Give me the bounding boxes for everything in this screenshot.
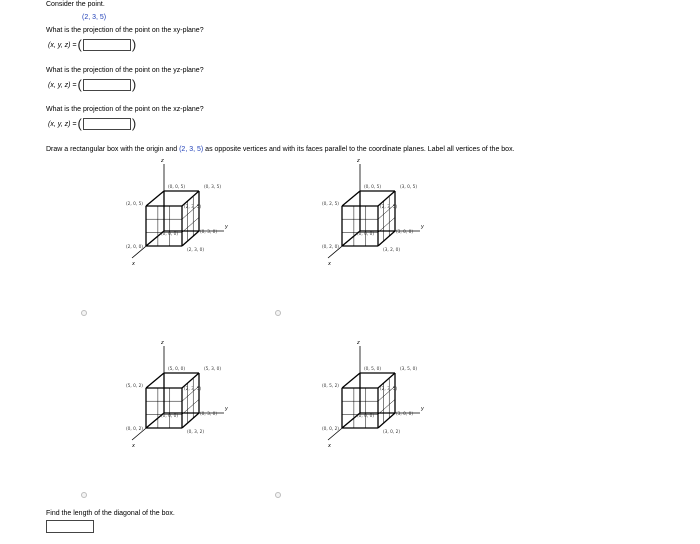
z-axis-label: z: [161, 158, 164, 164]
y-axis-label: y: [421, 406, 424, 412]
question-xy-prompt: What is the projection of the point on the xy-plane?: [46, 27, 204, 34]
vertex-label-bottom-front-right: (2, 3, 0): [187, 248, 205, 253]
yz-projection-input[interactable]: [83, 79, 131, 91]
vertex-label-bottom-back-right: (3, 0, 0): [396, 230, 414, 235]
vertex-label-top-back-left: (0, 5, 0): [364, 367, 382, 372]
box-edge: [182, 413, 199, 428]
vertex-label-bottom-back-left: (0, 0, 0): [161, 232, 179, 237]
z-axis-label: z: [357, 158, 360, 164]
box-edge: [146, 373, 164, 388]
box-diagram-svg: [300, 156, 440, 286]
vertex-label-top-front-left: (5, 0, 2): [125, 384, 143, 389]
vertex-label-bottom-front-left: (0, 0, 2): [321, 427, 339, 432]
given-point: (2, 3, 5): [82, 14, 107, 21]
vertex-label-bottom-back-left: (0, 0, 0): [357, 232, 375, 237]
right-paren: ): [131, 37, 137, 52]
vertex-label-top-front-right: (2, 3, 5): [380, 387, 398, 392]
y-axis-label: y: [225, 406, 228, 412]
vertex-label-bottom-front-left: (0, 2, 0): [321, 245, 339, 250]
vertex-label-top-back-right: (3, 0, 5): [400, 185, 418, 190]
x-axis-label: x: [132, 443, 135, 449]
box-option-2: [300, 156, 440, 286]
box-edge: [182, 373, 199, 388]
right-paren: ): [131, 77, 137, 92]
vertex-label-top-back-left: (0, 0, 5): [364, 185, 382, 190]
vertex-label-bottom-back-left: (0, 0, 0): [357, 414, 375, 419]
x-axis-label: x: [132, 261, 135, 267]
vertex-label-top-back-left: (5, 0, 0): [168, 367, 186, 372]
box-edge: [378, 191, 395, 206]
vertex-label-bottom-back-right: (0, 3, 0): [200, 230, 218, 235]
z-axis-label: z: [357, 340, 360, 346]
answer-row-xz: [48, 118, 137, 130]
answer-label: (x, y, z) =: [48, 81, 77, 89]
box-edge: [146, 191, 164, 206]
vertex-label-top-front-right: (2, 3, 5): [184, 387, 202, 392]
grid-line: [378, 217, 395, 232]
box-edge: [378, 413, 395, 428]
question-xz-prompt: What is the projection of the point on the xz-plane?: [46, 106, 204, 113]
xy-projection-input[interactable]: [83, 39, 131, 51]
vertex-label-top-back-right: (0, 3, 5): [204, 185, 222, 190]
vertex-label-top-front-left: (0, 5, 2): [321, 384, 339, 389]
answer-label: (x, y, z) =: [48, 41, 77, 49]
box-edge: [342, 373, 360, 388]
draw-instruction-point: (2, 3, 5): [179, 146, 204, 153]
box-edge: [378, 373, 395, 388]
grid-line: [182, 217, 199, 232]
box-option-4: [300, 338, 440, 468]
vertex-label-bottom-front-right: (3, 2, 0): [383, 248, 401, 253]
vertex-label-top-back-right: (3, 5, 0): [400, 367, 418, 372]
answer-row-xy: [48, 39, 137, 51]
box-edge: [182, 191, 199, 206]
left-paren: (: [77, 116, 82, 131]
box-diagram-svg: [300, 338, 440, 468]
grid-line: [378, 399, 395, 414]
draw-instruction-after: as opposite vertices and with its faces parallel to the coordinate planes. Label all vertices of the box.: [205, 146, 515, 153]
vertex-label-top-front-left: (0, 2, 5): [321, 202, 339, 207]
y-axis-label: y: [225, 224, 228, 230]
box-option-1: [104, 156, 244, 286]
box-edge: [182, 231, 199, 246]
z-axis-label: z: [161, 340, 164, 346]
grid-line: [182, 399, 199, 414]
question-yz-prompt: What is the projection of the point on the yz-plane?: [46, 67, 204, 74]
vertex-label-top-front-right: (2, 3, 5): [380, 205, 398, 210]
x-axis-label: x: [328, 443, 331, 449]
option-4-radio[interactable]: [275, 492, 281, 498]
vertex-label-top-back-right: (5, 3, 0): [204, 367, 222, 372]
left-paren: (: [77, 37, 82, 52]
vertex-label-top-front-left: (2, 0, 5): [125, 202, 143, 207]
diagonal-prompt: Find the length of the diagonal of the box.: [46, 510, 175, 517]
answer-label: (x, y, z) =: [48, 120, 77, 128]
box-option-3: [104, 338, 244, 468]
option-3-radio[interactable]: [81, 492, 87, 498]
option-2-radio[interactable]: [275, 310, 281, 316]
diagonal-length-input[interactable]: [46, 520, 94, 533]
answer-row-yz: [48, 79, 137, 91]
vertex-label-bottom-front-left: (2, 0, 0): [125, 245, 143, 250]
vertex-label-top-back-left: (0, 0, 5): [168, 185, 186, 190]
option-1-radio[interactable]: [81, 310, 87, 316]
vertex-label-bottom-front-right: (0, 3, 2): [187, 430, 205, 435]
vertex-label-bottom-front-right: (3, 0, 2): [383, 430, 401, 435]
xz-projection-input[interactable]: [83, 118, 131, 130]
x-axis-label: x: [328, 261, 331, 267]
vertex-label-bottom-back-right: (0, 3, 0): [200, 412, 218, 417]
right-paren: ): [131, 116, 137, 131]
box-edge: [342, 191, 360, 206]
vertex-label-top-front-right: (2, 3, 5): [184, 205, 202, 210]
y-axis-label: y: [421, 224, 424, 230]
draw-instruction: [46, 146, 515, 153]
box-diagram-svg: [104, 338, 244, 468]
vertex-label-bottom-back-left: (0, 0, 0): [161, 414, 179, 419]
box-edge: [378, 231, 395, 246]
vertex-label-bottom-front-left: (0, 0, 2): [125, 427, 143, 432]
intro-text: Consider the point.: [46, 1, 105, 8]
box-diagram-svg: [104, 156, 244, 286]
draw-instruction-before: Draw a rectangular box with the origin and: [46, 146, 178, 153]
left-paren: (: [77, 77, 82, 92]
vertex-label-bottom-back-right: (3, 0, 0): [396, 412, 414, 417]
